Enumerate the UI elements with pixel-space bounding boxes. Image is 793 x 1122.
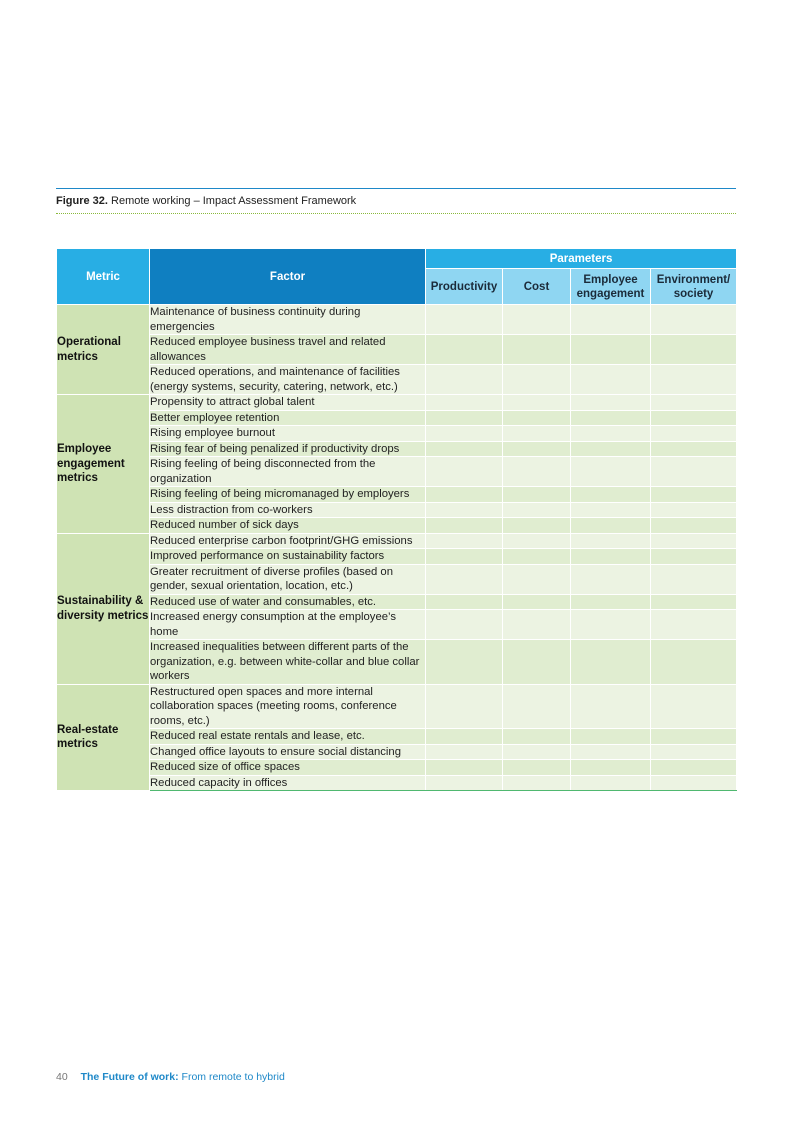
parameter-cell: [426, 744, 503, 760]
parameter-cell: [426, 395, 503, 411]
caption-bottom-rule: [56, 213, 736, 214]
parameter-cell: [651, 775, 737, 791]
parameter-cell: [571, 305, 651, 335]
parameter-cell: [426, 487, 503, 503]
parameter-cell: [503, 365, 571, 395]
table-row: [57, 502, 737, 518]
parameter-cell: [571, 457, 651, 487]
parameter-cell: [503, 760, 571, 776]
parameter-cell: [426, 640, 503, 685]
parameter-cell: [571, 744, 651, 760]
parameter-cell: [651, 335, 737, 365]
factor-cell: Propensity to attract global talent: [150, 395, 426, 411]
factor-cell: Greater recruitment of diverse profiles (based on gender, sexual orientation, location, etc.): [150, 564, 426, 594]
table-body: [57, 305, 737, 791]
factor-cell: Reduced real estate rentals and lease, etc.: [150, 729, 426, 745]
table-row: [57, 533, 737, 549]
parameter-cell: [426, 610, 503, 640]
factor-cell: Rising feeling of being disconnected from the organization: [150, 457, 426, 487]
parameter-cell: [571, 640, 651, 685]
parameter-cell: [651, 640, 737, 685]
table-row: [57, 457, 737, 487]
table-row: [57, 610, 737, 640]
factor-cell: Rising fear of being penalized if productivity drops: [150, 441, 426, 457]
factor-cell: Reduced size of office spaces: [150, 760, 426, 776]
metric-cell: Sustainability & diversity metrics: [57, 533, 150, 684]
parameter-cell: [426, 549, 503, 565]
figure-caption: [56, 193, 736, 209]
parameter-cell: [571, 549, 651, 565]
parameter-cell: [503, 640, 571, 685]
factor-cell: Less distraction from co-workers: [150, 502, 426, 518]
factor-cell: Reduced operations, and maintenance of facilities (energy systems, security, catering, network, etc.): [150, 365, 426, 395]
parameter-cell: [651, 729, 737, 745]
footer-brand: The Future of work:: [80, 1071, 179, 1083]
parameter-cell: [571, 335, 651, 365]
parameter-cell: [426, 335, 503, 365]
parameter-cell: [503, 441, 571, 457]
parameter-cell: [571, 518, 651, 534]
page-footer: [56, 1070, 285, 1084]
table-row: [57, 441, 737, 457]
parameter-cell: [571, 729, 651, 745]
table-row: [57, 518, 737, 534]
table-row: [57, 426, 737, 442]
parameter-cell: [426, 533, 503, 549]
parameter-cell: [571, 395, 651, 411]
parameter-cell: [571, 684, 651, 729]
parameter-cell: [503, 594, 571, 610]
parameter-cell: [503, 457, 571, 487]
parameter-cell: [651, 410, 737, 426]
parameter-cell: [426, 518, 503, 534]
metric-header: Metric: [57, 249, 150, 305]
param-header-productivity: Productivity: [426, 269, 503, 305]
table-row: [57, 549, 737, 565]
parameter-cell: [571, 533, 651, 549]
param-header-cost: Cost: [503, 269, 571, 305]
parameter-cell: [651, 760, 737, 776]
impact-assessment-table: [56, 248, 737, 791]
parameter-cell: [503, 395, 571, 411]
metric-cell: Operational metrics: [57, 305, 150, 395]
parameter-cell: [503, 487, 571, 503]
parameter-cell: [651, 502, 737, 518]
parameter-cell: [426, 305, 503, 335]
parameter-cell: [426, 775, 503, 791]
parameter-cell: [571, 564, 651, 594]
parameters-header: Parameters: [426, 249, 737, 269]
parameter-cell: [651, 305, 737, 335]
parameter-cell: [503, 305, 571, 335]
factor-cell: Reduced capacity in offices: [150, 775, 426, 791]
factor-cell: Increased inequalities between different parts of the organization, e.g. between white-collar and blue collar workers: [150, 640, 426, 685]
parameter-cell: [503, 502, 571, 518]
parameter-cell: [651, 610, 737, 640]
parameter-cell: [503, 729, 571, 745]
parameter-cell: [503, 744, 571, 760]
parameter-cell: [651, 549, 737, 565]
table-row: [57, 760, 737, 776]
caption-top-rule: [56, 188, 736, 189]
parameter-cell: [571, 760, 651, 776]
parameter-cell: [651, 744, 737, 760]
parameter-cell: [503, 684, 571, 729]
figure-title: Remote working – Impact Assessment Framework: [111, 195, 357, 207]
parameter-cell: [651, 533, 737, 549]
parameter-cell: [426, 410, 503, 426]
table-row: [57, 410, 737, 426]
factor-cell: Improved performance on sustainability factors: [150, 549, 426, 565]
parameter-cell: [503, 335, 571, 365]
parameter-cell: [571, 487, 651, 503]
parameter-cell: [651, 564, 737, 594]
parameter-cell: [503, 549, 571, 565]
factor-cell: Better employee retention: [150, 410, 426, 426]
parameter-cell: [651, 594, 737, 610]
param-header-employee-engagement: Employee engagement: [571, 269, 651, 305]
parameter-cell: [503, 533, 571, 549]
param-header-environment-society: Environment/ society: [651, 269, 737, 305]
parameter-cell: [426, 441, 503, 457]
parameter-cell: [503, 518, 571, 534]
parameter-cell: [571, 426, 651, 442]
parameter-cell: [426, 594, 503, 610]
parameter-cell: [426, 729, 503, 745]
parameter-cell: [571, 594, 651, 610]
table-row: [57, 335, 737, 365]
parameter-cell: [503, 426, 571, 442]
footer-subtitle: From remote to hybrid: [181, 1071, 285, 1083]
parameter-cell: [651, 487, 737, 503]
table-row: [57, 487, 737, 503]
table-row: [57, 775, 737, 791]
table-row: [57, 640, 737, 685]
parameter-cell: [651, 518, 737, 534]
metric-cell: Employee engagement metrics: [57, 395, 150, 534]
parameter-cell: [426, 564, 503, 594]
parameter-cell: [503, 564, 571, 594]
factor-cell: Rising feeling of being micromanaged by employers: [150, 487, 426, 503]
parameter-cell: [651, 426, 737, 442]
parameter-cell: [571, 365, 651, 395]
parameter-cell: [651, 441, 737, 457]
parameter-cell: [571, 502, 651, 518]
factor-cell: Reduced use of water and consumables, etc.: [150, 594, 426, 610]
factor-cell: Changed office layouts to ensure social distancing: [150, 744, 426, 760]
table-row: [57, 744, 737, 760]
parameter-cell: [651, 457, 737, 487]
factor-cell: Reduced number of sick days: [150, 518, 426, 534]
parameter-cell: [426, 502, 503, 518]
page-number: 40: [56, 1071, 68, 1083]
factor-cell: Restructured open spaces and more internal collaboration spaces (meeting rooms, conference rooms, etc.): [150, 684, 426, 729]
parameter-cell: [571, 410, 651, 426]
parameter-cell: [571, 441, 651, 457]
parameter-cell: [503, 775, 571, 791]
parameter-cell: [426, 684, 503, 729]
factor-cell: Reduced enterprise carbon footprint/GHG emissions: [150, 533, 426, 549]
parameter-cell: [426, 426, 503, 442]
factor-cell: Increased energy consumption at the employee’s home: [150, 610, 426, 640]
table-row: [57, 564, 737, 594]
metric-cell: Real-estate metrics: [57, 684, 150, 791]
parameter-cell: [426, 365, 503, 395]
table-row: [57, 684, 737, 729]
figure-label: Figure 32.: [56, 195, 108, 207]
factor-cell: Maintenance of business continuity during emergencies: [150, 305, 426, 335]
parameter-cell: [571, 775, 651, 791]
parameter-cell: [426, 457, 503, 487]
parameter-cell: [651, 684, 737, 729]
parameter-cell: [571, 610, 651, 640]
table-row: [57, 395, 737, 411]
parameter-cell: [651, 365, 737, 395]
table-row: [57, 365, 737, 395]
factor-header: Factor: [150, 249, 426, 305]
factor-cell: Reduced employee business travel and related allowances: [150, 335, 426, 365]
parameter-cell: [651, 395, 737, 411]
factor-cell: Rising employee burnout: [150, 426, 426, 442]
parameter-cell: [503, 610, 571, 640]
table-row: [57, 729, 737, 745]
table-row: [57, 305, 737, 335]
parameter-cell: [503, 410, 571, 426]
table-row: [57, 594, 737, 610]
parameter-cell: [426, 760, 503, 776]
